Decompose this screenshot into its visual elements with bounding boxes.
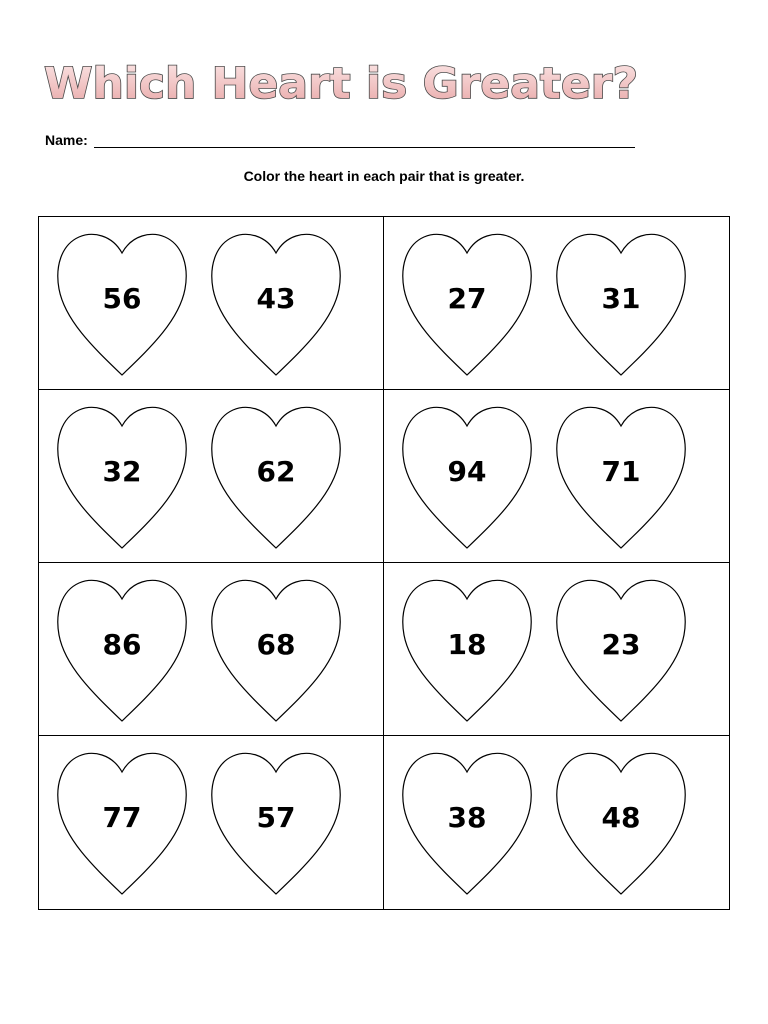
- heart-number: 43: [256, 282, 296, 315]
- heart-left[interactable]: [400, 404, 534, 550]
- heart-right[interactable]: [209, 404, 343, 550]
- instructions-text: Color the heart in each pair that is greater.: [243, 168, 525, 184]
- heart-number: 62: [256, 455, 296, 488]
- name-write-line[interactable]: [94, 133, 635, 148]
- pair-cell: [384, 736, 729, 909]
- heart-right[interactable]: [554, 231, 688, 377]
- name-field-row: [45, 128, 635, 148]
- heart-number: 38: [447, 801, 487, 834]
- heart-left[interactable]: [400, 231, 534, 377]
- heart-number: 68: [256, 628, 296, 661]
- title-graphic: [36, 52, 676, 116]
- heart-number: 18: [447, 628, 487, 661]
- heart-right[interactable]: [209, 750, 343, 896]
- heart-number: 86: [102, 628, 142, 661]
- worksheet-title: [36, 52, 676, 116]
- pair-cell: [384, 217, 729, 390]
- heart-left[interactable]: [55, 577, 189, 723]
- heart-left[interactable]: [55, 750, 189, 896]
- heart-number: 57: [256, 801, 296, 834]
- heart-number: 48: [601, 801, 641, 834]
- heart-right[interactable]: [554, 577, 688, 723]
- heart-number: 23: [601, 628, 641, 661]
- pair-cell: [384, 563, 729, 736]
- pair-cell: [39, 217, 384, 390]
- heart-number: 77: [102, 801, 142, 834]
- name-label: Name:: [45, 132, 88, 148]
- heart-pairs-grid: [38, 216, 730, 910]
- heart-number: 56: [102, 282, 142, 315]
- pair-cell: [39, 736, 384, 909]
- heart-left[interactable]: [55, 231, 189, 377]
- heart-number: 71: [601, 455, 641, 488]
- heart-right[interactable]: [209, 577, 343, 723]
- pair-cell: [39, 563, 384, 736]
- pair-cell: [384, 390, 729, 563]
- heart-number: 31: [601, 282, 641, 315]
- heart-right[interactable]: [209, 231, 343, 377]
- heart-left[interactable]: [400, 577, 534, 723]
- title-text: Which Heart is Greater?: [44, 59, 638, 109]
- heart-number: 94: [447, 455, 487, 488]
- heart-left[interactable]: [55, 404, 189, 550]
- heart-right[interactable]: [554, 404, 688, 550]
- heart-number: 32: [102, 455, 142, 488]
- pair-cell: [39, 390, 384, 563]
- heart-right[interactable]: [554, 750, 688, 896]
- heart-number: 27: [447, 282, 487, 315]
- heart-left[interactable]: [400, 750, 534, 896]
